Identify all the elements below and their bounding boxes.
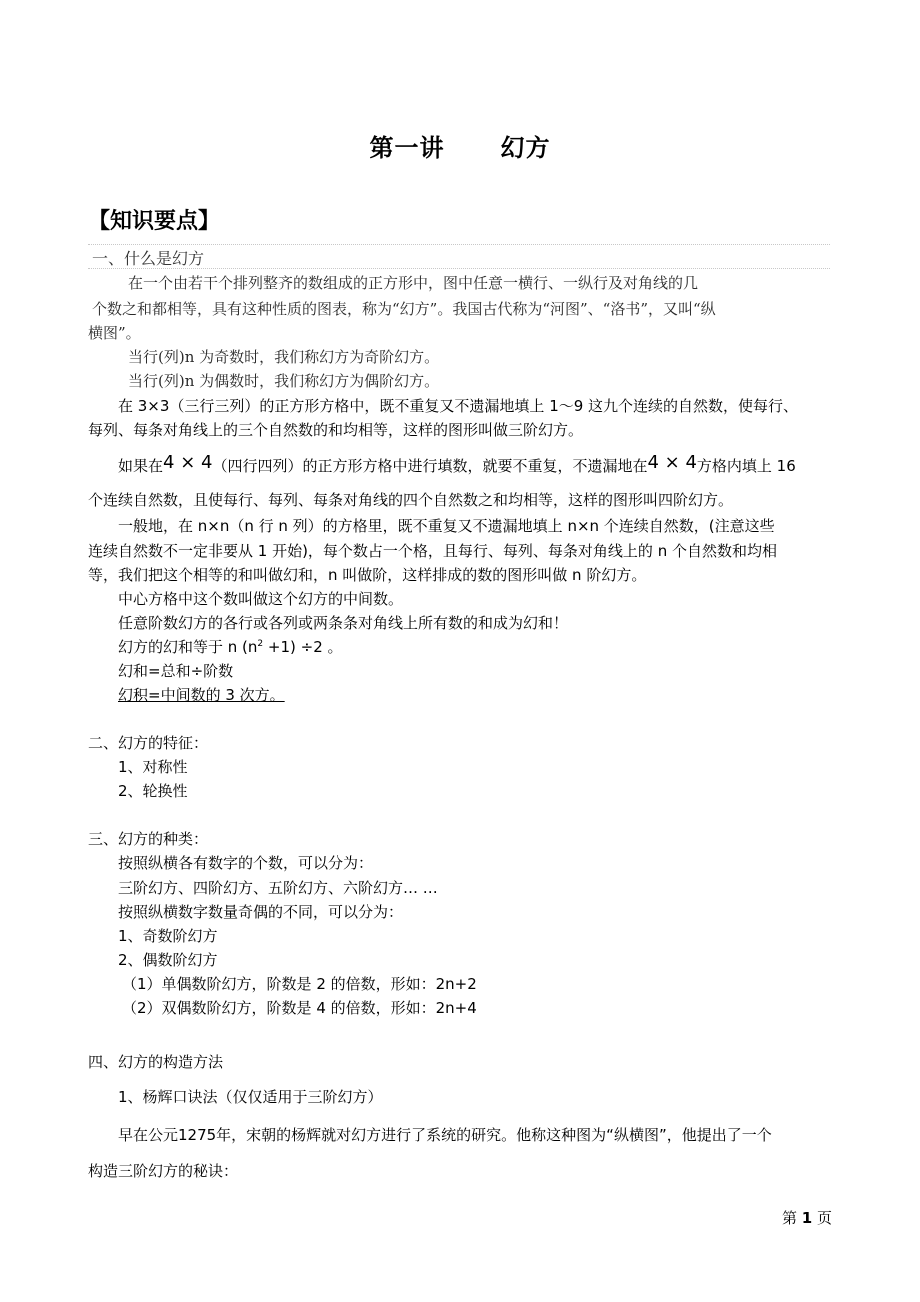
by-count-line: 按照纵横各有数字的个数，可以分为： — [118, 854, 374, 872]
center-number-line: 中心方格中这个数叫做这个幻方的中间数。 — [118, 590, 404, 608]
odd-order-line: 当行(列)n 为奇数时，我们称幻方为奇阶幻方。 — [128, 348, 440, 366]
odd-order-type: 1、奇数阶幻方 — [118, 927, 218, 945]
product-rule: 幻积=中间数的 3 次方。 — [118, 686, 285, 704]
fourth-order-line-1 — [118, 452, 796, 476]
fourth-order-text-a: 如果在 — [118, 457, 164, 475]
knowledge-heading: 【知识要点】 — [88, 209, 221, 234]
title-topic: 幻方 — [500, 134, 551, 162]
page-number-value: 1 — [801, 1209, 813, 1227]
third-order-line-1: 在 3×3（三行三列）的正方形方格中，既不重复又不遗漏地填上 1～9 这九个连续的自然数，使每行、 — [118, 397, 799, 415]
section4-heading: 四、幻方的构造方法 — [88, 1053, 224, 1071]
double-even-line: （2）双偶数阶幻方，阶数是 4 的倍数，形如：2n+4 — [122, 999, 477, 1017]
by-parity-line: 按照纵横数字数量奇偶的不同，可以分为： — [118, 903, 404, 921]
section2-heading: 二、幻方的特征： — [88, 734, 209, 752]
dotted-rule-bottom — [88, 268, 830, 269]
magic-sum-formula — [118, 636, 343, 657]
general-line-1: 一般地，在 n×n（n 行 n 列）的方格里，既不重复又不遗漏地填上 n×n 个连续自然数，(注意这些 — [118, 517, 775, 535]
general-line-3: 等，我们把这个相等的和叫做幻和，n 叫做阶，这样排成的数的图形叫做 n 阶幻方。 — [88, 566, 647, 584]
single-even-line: （1）单偶数阶幻方，阶数是 2 的倍数，形如：2n+2 — [122, 975, 477, 993]
title-lecture: 第一讲 — [369, 134, 445, 162]
fourth-order-4x4-b: 4 × 4 — [647, 452, 697, 473]
feature-item: 2、轮换性 — [118, 782, 188, 800]
history-line-2: 构造三阶幻方的秘诀： — [88, 1162, 239, 1180]
feature-item: 1、对称性 — [118, 758, 188, 776]
definition-line-1: 在一个由若干个排列整齐的数组成的正方形中，图中任意一横行、一纵行及对角线的几 — [128, 274, 699, 292]
orders-line: 三阶幻方、四阶幻方、五阶幻方、六阶幻方… … — [118, 879, 438, 897]
fourth-order-4x4-a: 4 × 4 — [163, 452, 213, 473]
definition-line-3: 横图”。 — [88, 324, 141, 342]
section1-heading: 一、什么是幻方 — [92, 249, 205, 268]
fourth-order-text-c: 方格内填上 16 — [696, 457, 796, 475]
fourth-order-text-b: （四行四列）的正方形方格中进行填数，就要不重复，不遗漏地在 — [212, 457, 648, 475]
even-order-type: 2、偶数阶幻方 — [118, 951, 218, 969]
section3-heading: 三、幻方的种类： — [88, 830, 209, 848]
page-title — [0, 128, 920, 163]
method1-line: 1、杨辉口诀法（仅仅适用于三阶幻方） — [118, 1088, 383, 1106]
sum-rule: 幻和=总和÷阶数 — [118, 662, 234, 680]
magic-sum-definition: 任意阶数幻方的各行或各列或两条条对角线上所有数的和成为幻和！ — [118, 614, 569, 632]
fourth-order-line-2: 个连续自然数，且使每行、每列、每条对角线的四个自然数之和均相等，这样的图形叫四阶幻方。 — [88, 491, 734, 509]
formula-prefix: 幻方的幻和等于 n (n — [118, 638, 258, 656]
general-line-2: 连续自然数不一定非要从 1 开始)，每个数占一个格，且每行、每列、每条对角线上的 n 个自然数和均相 — [88, 542, 777, 560]
page-number — [782, 1207, 832, 1228]
history-line-1: 早在公元1275年，宋朝的杨辉就对幻方进行了系统的研究。他称这种图为“纵横图”，他提出了一个 — [118, 1126, 772, 1144]
even-order-line: 当行(列)n 为偶数时，我们称幻方为偶阶幻方。 — [128, 372, 440, 390]
page-number-suffix: 页 — [812, 1209, 832, 1227]
definition-line-2: 个数之和都相等，具有这种性质的图表，称为“幻方”。我国古代称为“河图”、“洛书”，又叫“纵 — [92, 300, 716, 318]
page-number-prefix: 第 — [782, 1209, 802, 1227]
formula-suffix: +1) ÷2 。 — [263, 638, 343, 656]
dotted-rule-top — [88, 244, 830, 245]
formula-exponent: 2 — [257, 639, 264, 649]
third-order-line-2: 每列、每条对角线上的三个自然数的和均相等，这样的图形叫做三阶幻方。 — [88, 421, 584, 439]
